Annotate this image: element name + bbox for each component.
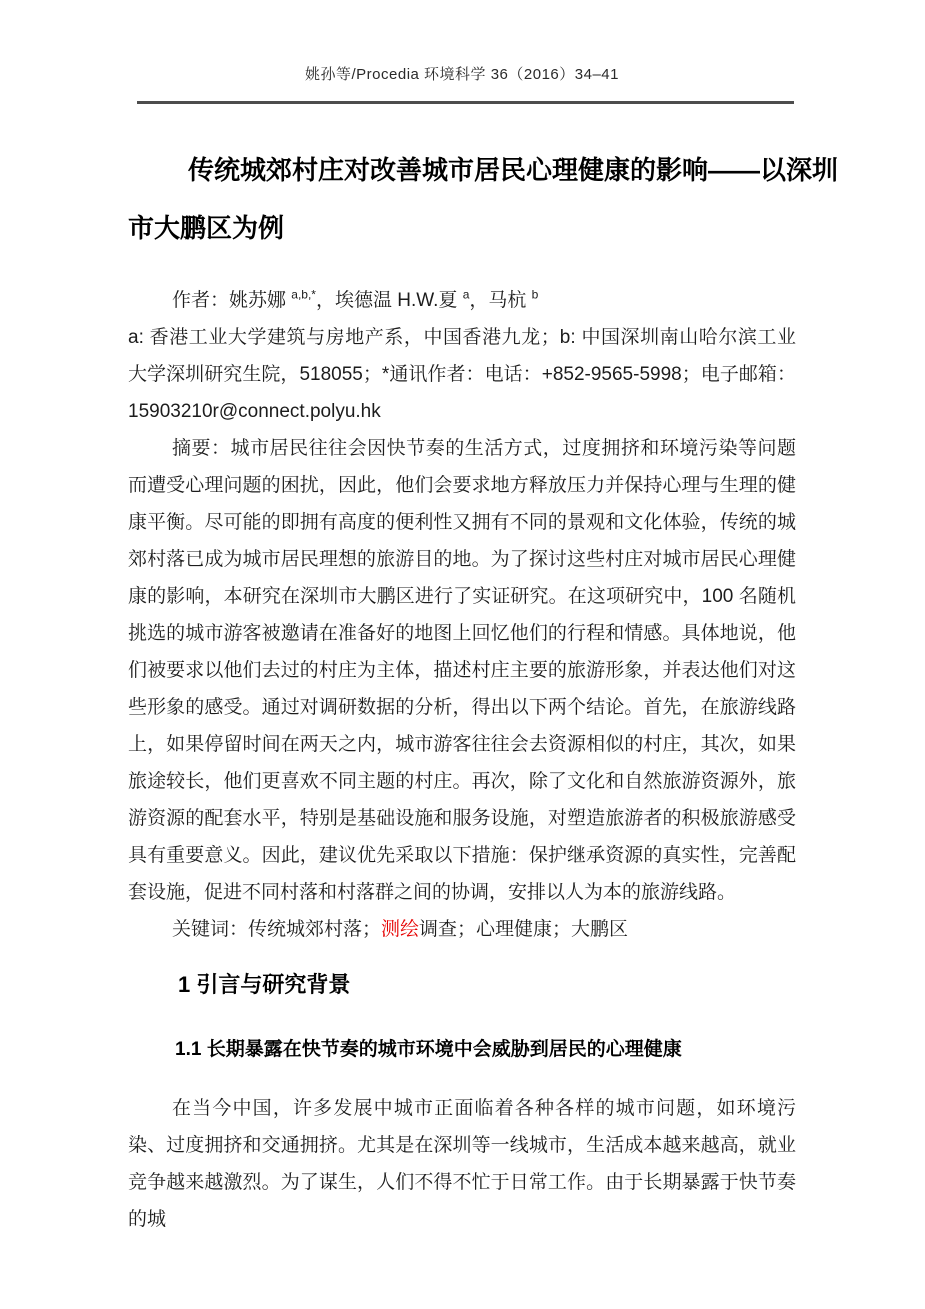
paper-title xyxy=(128,141,839,257)
intro-paragraph: 在当今中国，许多发展中城市正面临着各种各样的城市问题，如环境污染、过度拥挤和交通拥挤。尤其是在深圳等一线城市，生活成本越来越高，就业竞争越来越激烈。为了谋生，人们不得不忙于日常工作。由于长期暴露于快节奏的城 xyxy=(128,1098,796,1230)
keywords-text: 调查；心理健康；大鹏区 xyxy=(419,919,629,940)
author-text: ，马杭 xyxy=(469,290,532,311)
author-text: 作者：姚苏娜 xyxy=(172,290,292,311)
header-rule xyxy=(137,101,794,104)
author-affiliation-marker: a xyxy=(462,287,470,302)
keywords-text: 关键词：传统城郊村落； xyxy=(172,919,382,940)
paper-title-line-1: 传统城郊村庄对改善城市居民心理健康的影响——以深圳 xyxy=(188,155,839,185)
keyword-highlight-red: 测绘 xyxy=(381,919,420,940)
author-affiliation-marker: b xyxy=(531,287,539,302)
affiliation-paragraph: a: 香港工业大学建筑与房地产系，中国香港九龙；b: 中国深圳南山哈尔滨工业大学深圳研究生院，518055；*通讯作者：电话：+852-9565-5998；电子邮箱：15903210r@connect.polyu.hk xyxy=(128,327,796,422)
abstract-paragraph: 摘要：城市居民往往会因快节奏的生活方式，过度拥挤和环境污染等问题而遭受心理问题的困扰，因此，他们会要求地方释放压力并保持心理与生理的健康平衡。尽可能的即拥有高度的便利性又拥有不同的景观和文化体验，传统的城郊村落已成为城市居民理想的旅游目的地。为了探讨这些村庄对城市居民心理健康的影响，本研究在深圳市大鹏区进行了实证研究。在这项研究中，100 名随机挑选的城市游客被邀请在准备好的地图上回忆他们的行程和情感。具体地说，他们被要求以他们去过的村庄为主体，描述村庄主要的旅游形象，并表达他们对这些形象的感受。通过对调研数据的分析，得出以下两个结论。首先，在旅游线路上，如果停留时间在两天之内，城市游客往往会去资源相似的村庄，其次，如果旅途较长，他们更喜欢不同主题的村庄。再次，除了文化和自然旅游资源外，旅游资源的配套水平，特别是基础设施和服务设施，对塑造旅游者的积极旅游感受具有重要意义。因此，建议优先采取以下措施：保护继承资源的真实性，完善配套设施，促进不同村落和村落群之间的协调，安排以人为本的旅游线路。 xyxy=(128,438,796,903)
author-text: ，埃德温 H.W.夏 xyxy=(315,290,463,311)
author-line xyxy=(128,282,796,319)
running-header: 姚孙等/Procedia 环境科学 36（2016）34–41 xyxy=(305,66,619,83)
author-affiliation-marker: a,b,* xyxy=(291,287,316,302)
paper-title-line-2: 市大鹏区为例 xyxy=(128,213,285,243)
subsection-1-1-heading: 1.1 长期暴露在快节奏的城市环境中会威胁到居民的心理健康 xyxy=(175,1039,682,1060)
keywords-line xyxy=(128,911,796,948)
section-1-heading: 1 引言与研究背景 xyxy=(178,972,351,997)
